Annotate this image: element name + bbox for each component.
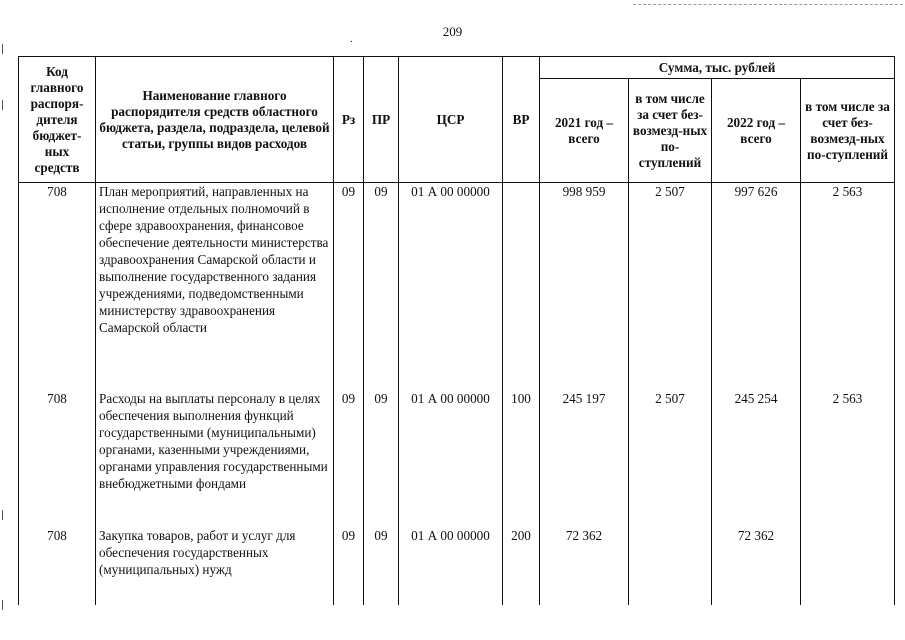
cell-code: 708	[19, 183, 96, 391]
budget-table	[18, 56, 895, 605]
cell-vr: 100	[503, 390, 540, 527]
cell-2021-incl: 2 507	[629, 390, 712, 527]
page-number: 209	[442, 24, 463, 39]
cell-2021-incl: 2 507	[629, 183, 712, 391]
scan-edge-marks	[2, 40, 8, 630]
cell-csr: 01 А 00 00000	[399, 527, 503, 605]
cell-csr: 01 А 00 00000	[399, 390, 503, 527]
cell-2021-total: 998 959	[540, 183, 629, 391]
header-2022-total: 2022 год – всего	[712, 79, 801, 183]
header-pr: ПР	[364, 57, 399, 183]
header-csr: ЦСР	[399, 57, 503, 183]
cell-rz: 09	[334, 527, 364, 605]
cell-rz: 09	[334, 390, 364, 527]
cell-pr: 09	[364, 390, 399, 527]
header-sum: Сумма, тыс. рублей	[540, 57, 895, 79]
header-name: Наименование главного распорядителя средств областного бюджета, раздела, подраздела, целевой статьи, группы видов расходов	[96, 57, 334, 183]
cell-pr: 09	[364, 527, 399, 605]
header-2021-incl: в том числе за счет без-возмезд-ных по-ступлений	[629, 79, 712, 183]
table-row	[19, 183, 895, 391]
cell-code: 708	[19, 527, 96, 605]
cell-name: План мероприятий, направленных на исполнение отдельных полномочий в сфере здравоохранения, финансовое обеспечение деятельности министерства здравоохранения Самарской области и выполнение государственного задания учреждениями, подведомственными министерству здравоохранения Самарской области	[96, 183, 334, 391]
cell-2022-total: 997 626	[712, 183, 801, 391]
cell-csr: 01 А 00 00000	[399, 183, 503, 391]
cell-2022-incl: 2 563	[801, 390, 895, 527]
table-row	[19, 390, 895, 527]
header-rz: Рз	[334, 57, 364, 183]
cell-name: Закупка товаров, работ и услуг для обеспечения государственных (муниципальных) нужд	[96, 527, 334, 605]
cell-name: Расходы на выплаты персоналу в целях обеспечения выполнения функций государственными (муниципальными) органами, казенными учреждениями, органами управления государственными внебюджетными фондами	[96, 390, 334, 527]
cell-vr	[503, 183, 540, 391]
header-2021-total: 2021 год – всего	[540, 79, 629, 183]
scan-edge-line	[633, 4, 903, 5]
cell-2022-incl: 2 563	[801, 183, 895, 391]
cell-2022-total: 245 254	[712, 390, 801, 527]
cell-code: 708	[19, 390, 96, 527]
header-2022-incl: в том числе за счет без-возмезд-ных по-ступлений	[801, 79, 895, 183]
cell-2022-incl	[801, 527, 895, 605]
cell-2021-total: 245 197	[540, 390, 629, 527]
header-code: Код главного распоря-дителя бюджет-ных средств	[19, 57, 96, 183]
cell-vr: 200	[503, 527, 540, 605]
cell-pr: 09	[364, 183, 399, 391]
cell-2022-total: 72 362	[712, 527, 801, 605]
cell-rz: 09	[334, 183, 364, 391]
cell-2021-total: 72 362	[540, 527, 629, 605]
header-vr: ВР	[503, 57, 540, 183]
scan-dot: .	[350, 34, 353, 45]
table-row	[19, 527, 895, 605]
cell-2021-incl	[629, 527, 712, 605]
